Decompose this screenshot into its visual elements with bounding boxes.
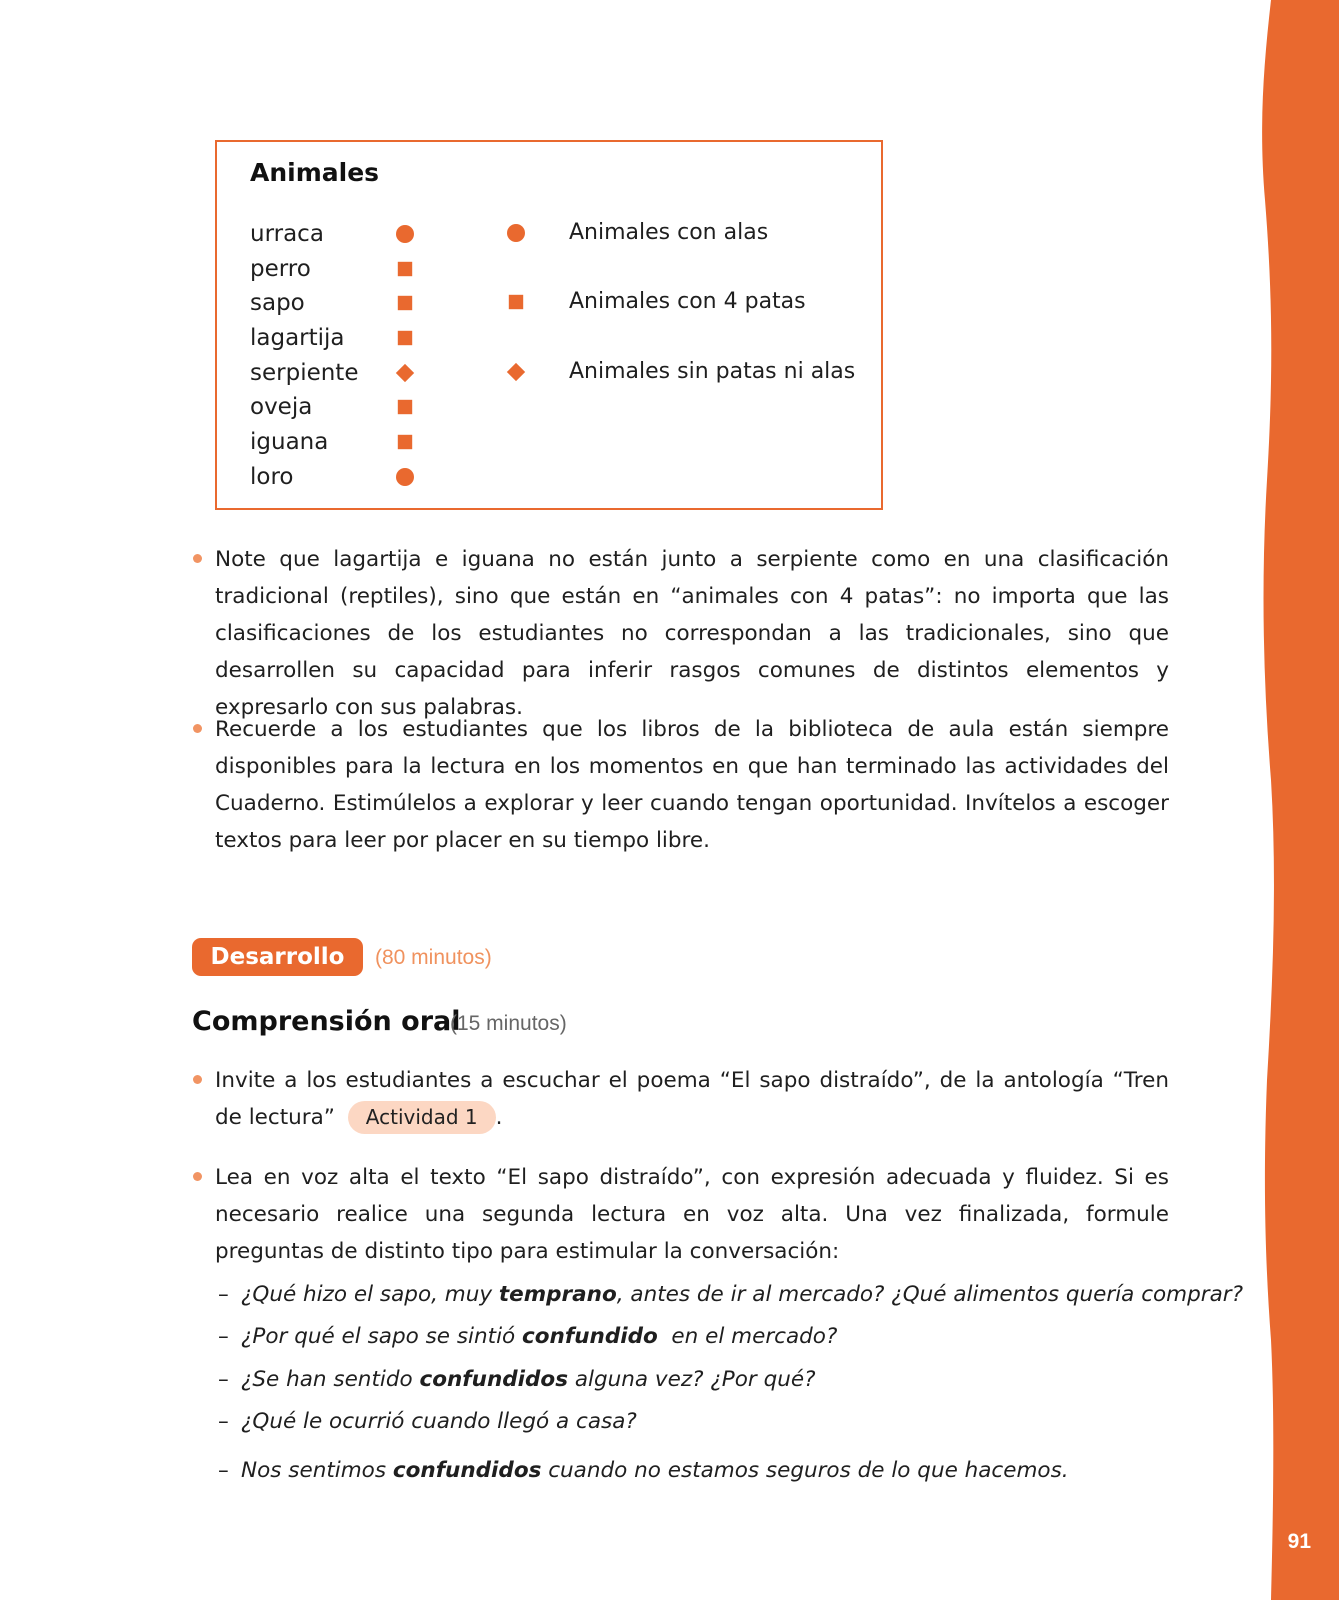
animal-name: perro [250, 255, 311, 282]
animal-name: oveja [250, 394, 313, 421]
question-text: ¿Por qué el sapo se sintió [241, 1324, 523, 1349]
instruction-text: Lea en voz alta el texto “El sapo distraído”, con expresión adecuada y fluidez. Si es necesario realice una segunda lectura en voz alta. Una vez finalizada, formule preguntas de distinto tipo para estimular la conversación: [215, 1165, 1169, 1264]
instruction-bullet [215, 1062, 1169, 1136]
question-keyword: confundidos [419, 1367, 568, 1392]
animal-name: loro [250, 463, 294, 490]
side-band-decoration [1259, 0, 1339, 1600]
instruction-bullet [215, 1159, 1169, 1270]
instruction-text: Invite a los estudiantes a escuchar el poema “El sapo distraído”, de la antología “Tren de lectura” [215, 1068, 1169, 1130]
question-text: en el mercado? [657, 1324, 838, 1349]
legend-label: Animales con alas [569, 220, 769, 245]
legend-label: Animales sin patas ni alas [569, 359, 856, 384]
question-text: ¿Qué hizo el sapo, muy [241, 1282, 499, 1307]
section-time: (80 minutos) [375, 946, 492, 969]
diamond-icon [507, 363, 525, 381]
dash: – [218, 1367, 229, 1392]
circle-icon [507, 224, 525, 242]
square-icon [398, 400, 412, 414]
activity-badge[interactable]: Actividad 1 [348, 1101, 496, 1134]
dash: – [218, 1409, 229, 1434]
animal-name: sapo [250, 290, 305, 317]
animal-list [250, 217, 420, 495]
classification-box [215, 140, 883, 510]
animal-name: lagartija [250, 325, 345, 352]
animal-row [250, 460, 420, 495]
question-text: ¿Se han sentido [241, 1367, 420, 1392]
box-title: Animales [250, 158, 380, 187]
animal-row [250, 425, 420, 460]
animal-row [250, 321, 420, 356]
note-text: Note que lagartija e iguana no están junto a serpiente como en una clasificación tradicional (reptiles), sino que están en “animales con 4 patas”: no importa que las clasificaciones de los estudiantes no correspondan a las tradicionales, sino que desarrollen su capacidad para inferir rasgos comunes de distintos elementos y expresarlo con sus palabras. [215, 547, 1169, 720]
circle-icon [396, 468, 414, 486]
circle-icon [396, 225, 414, 243]
bullet-dot-icon [193, 1075, 202, 1084]
subsection-time: (15 minutos) [450, 1012, 567, 1035]
question-text: , antes de ir al mercado? ¿Qué alimentos quería comprar? [616, 1282, 1244, 1307]
square-icon [398, 296, 412, 310]
question-text: cuando no estamos seguros de lo que hacemos. [541, 1458, 1069, 1483]
square-icon [509, 295, 523, 309]
bullet-dot-icon [193, 554, 202, 563]
page-number: 91 [1287, 1530, 1311, 1553]
section-label-badge: Desarrollo [192, 938, 363, 976]
note-bullet [215, 541, 1169, 726]
animal-name: iguana [250, 429, 329, 456]
question-keyword: confundido [522, 1324, 658, 1349]
bullet-dot-icon [193, 1172, 202, 1181]
dash: – [218, 1458, 229, 1483]
animal-row [250, 390, 420, 425]
question-text: alguna vez? ¿Por qué? [568, 1367, 816, 1392]
animal-row [250, 356, 420, 391]
instruction-end: . [495, 1105, 503, 1130]
note-bullet [215, 711, 1169, 859]
animal-row [250, 286, 420, 321]
animal-row [250, 217, 420, 252]
legend-label: Animales con 4 patas [569, 289, 806, 314]
note-text: Recuerde a los estudiantes que los libros de la biblioteca de aula están siempre disponibles para la lectura en los momentos en que han terminado las actividades del Cuaderno. Estimúlelos a explorar y leer cuando tengan oportunidad. Invítelos a escoger textos para leer por placer en su tiempo libre. [215, 717, 1169, 853]
question-keyword: confundidos [392, 1458, 542, 1483]
question-text: ¿Qué le ocurrió cuando llegó a casa? [241, 1409, 637, 1434]
subsection-title: Comprensión oral [192, 1006, 461, 1037]
animal-row [250, 252, 420, 287]
square-icon [398, 331, 412, 345]
bullet-dot-icon [193, 724, 202, 733]
animal-name: urraca [250, 221, 324, 247]
square-icon [398, 261, 412, 275]
diamond-icon [396, 364, 414, 382]
dash: – [218, 1324, 229, 1349]
dash: – [218, 1282, 229, 1307]
animal-name: serpiente [250, 359, 359, 386]
question-keyword: temprano [498, 1282, 617, 1307]
square-icon [398, 435, 412, 449]
question-text: Nos sentimos [241, 1458, 393, 1483]
